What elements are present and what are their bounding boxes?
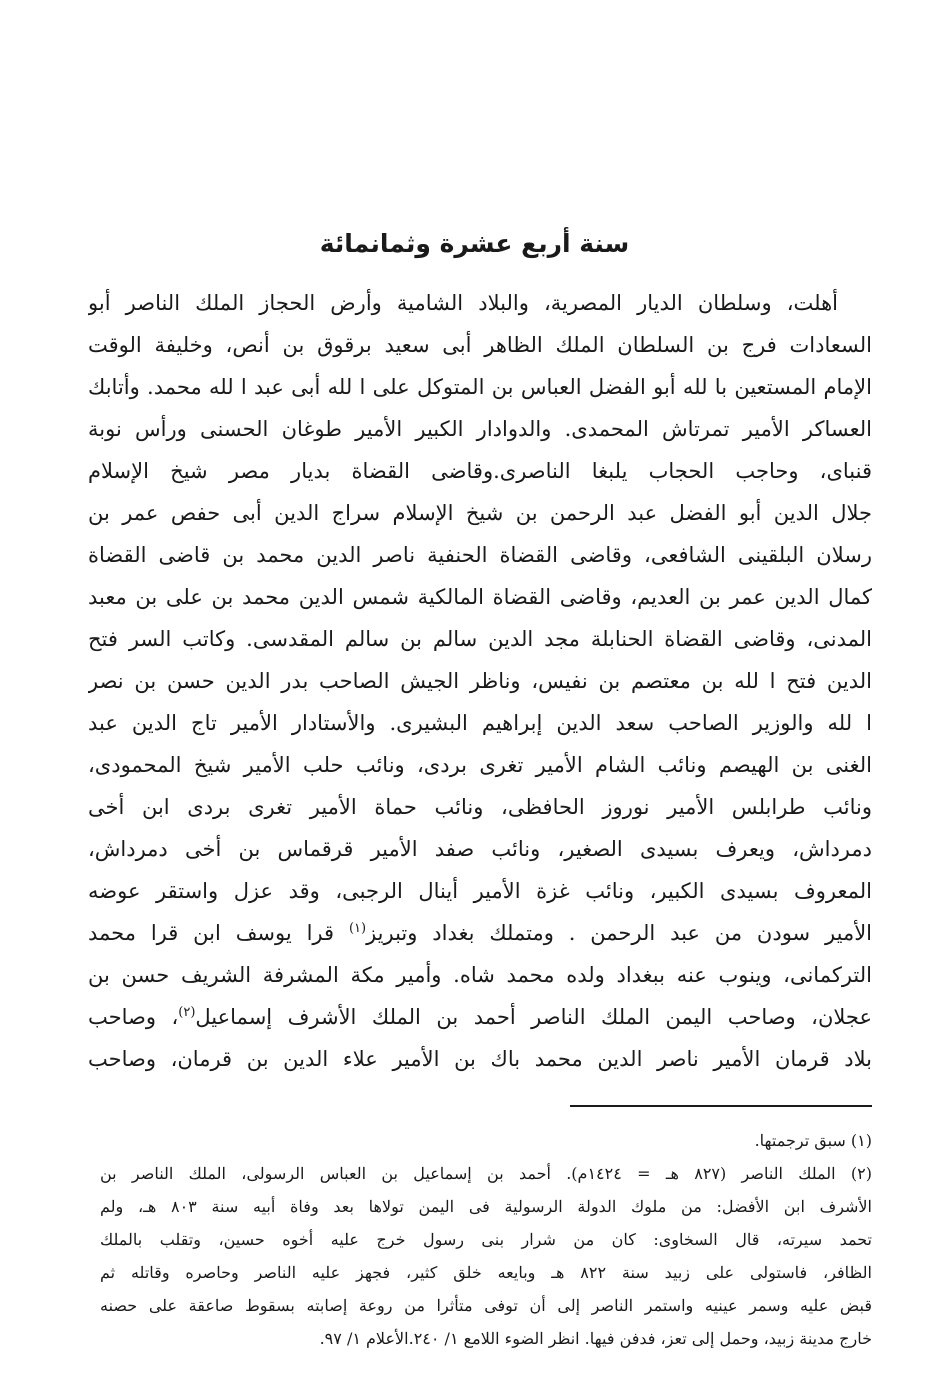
text-line: ا لله والوزير الصاحب سعد الدين إبراهيم البشيرى. والأستادار الأمير تاج الدين عبد — [88, 711, 872, 735]
text-segment: ، وصاحب — [88, 1005, 179, 1029]
text-line: الغنى بن الهيصم ونائب الشام الأمير تغرى بردى، ونائب حلب الأمير شيخ المحمودى، — [88, 753, 872, 777]
text-line: السعادات فرج بن السلطان الملك الظاهر أبى سعيد برقوق بن أنص، وخليفة الوقت — [88, 333, 872, 357]
text-line: قنباى، وحاجب الحجاب يلبغا الناصرى.وقاضى القضاة بديار مصر شيخ الإسلام — [88, 459, 872, 483]
text-line: المعروف بسيدى الكبير، ونائب غزة الأمير أينال الرجبى، وقد عزل واستقر عوضه — [88, 879, 872, 903]
text-line-with-footnote-1 — [88, 912, 872, 954]
text-line: التركمانى، وينوب عنه ببغداد ولده محمد شاه. وأمير مكة المشرفة الشريف حسن بن — [88, 963, 872, 987]
text-line: كمال الدين عمر بن العديم، وقاضى القضاة المالكية شمس الدين محمد بن على بن معبد — [88, 585, 872, 609]
text-line: ونائب طرابلس الأمير نوروز الحافظى، ونائب حماة الأمير تغرى بردى ابن أخى — [88, 795, 872, 819]
section-heading: سنة أربع عشرة وثمانمائة — [319, 229, 630, 258]
text-line: العساكر الأمير تمرتاش المحمدى. والدوادار الكبير الأمير طوغان الحسنى ورأس نوبة — [88, 417, 872, 441]
footnote-ref-1[interactable]: (١) — [348, 921, 367, 936]
text-line-with-footnote-2 — [88, 996, 872, 1038]
footnote-2-line: الأشرف ابن الأفضل: من ملوك الدولة الرسولية فى اليمن تولاها بعد وفاة أبيه سنة ٨٠٣ هـ، ولم — [100, 1197, 872, 1216]
text-line: المدنى، وقاضى القضاة الحنابلة مجد الدين سالم بن سالم المقدسى. وكاتب السر فتح — [88, 627, 872, 651]
text-segment: قرا يوسف ابن قرا محمد — [88, 921, 349, 945]
footnote-2-line: الظافر، فاستولى على زبيد سنة ٨٢٢ هـ وبايعه خلق كثير، فجهز عليه الناصر وحاصره وقاتله ثم — [100, 1263, 872, 1282]
footnotes — [100, 1124, 872, 1355]
footnote-separator — [570, 1105, 872, 1107]
footnote-ref-2[interactable]: (٢) — [178, 1005, 196, 1020]
text-line: الدين فتح ا لله بن معتصم بن نفيس، وناظر الجيش الصاحب بدر الدين حسن بن نصر — [88, 669, 872, 693]
footnote-2-line: قبض عليه وسمر عينيه واستمر الناصر إلى أن توفى متأثرا من روعة إصابته بسقوط صاعقة على حصنه — [100, 1296, 872, 1315]
text-segment: عجلان، وصاحب اليمن الملك الناصر أحمد بن الملك الأشرف إسماعيل — [195, 1005, 872, 1029]
footnote-2-line: تحمد سيرته، قال السخاوى: كان من شرار بنى رسول خرج عليه أخوه حسين، وتقلب بالملك — [100, 1230, 872, 1249]
text-line: دمرداش، ويعرف بسيدى الصغير، ونائب صفد الأمير قرقماس بن أخى دمرداش، — [88, 837, 872, 861]
footnote-2-line: خارج مدينة زبيد، وحمل إلى تعز، فدفن فيها. انظر الضوء اللامع ١/ ٢٤٠.الأعلام ١/ ٩٧. — [319, 1329, 872, 1348]
main-text — [88, 282, 872, 1080]
footnote-2-line: (٢) الملك الناصر (٨٢٧ هـ = ١٤٢٤م). أحمد بن إسماعيل بن العباس الرسولى، الملك الناصر بن — [100, 1164, 872, 1183]
footnote-1: (١) سبق ترجمتها. — [754, 1131, 872, 1150]
text-line: جلال الدين أبو الفضل عبد الرحمن بن شيخ الإسلام سراج الدين أبى حفص عمر بن — [88, 501, 872, 525]
text-segment: الأمير سودن من عبد الرحمن . ومتملك بغداد وتبريز — [366, 921, 872, 945]
text-line: بلاد قرمان الأمير ناصر الدين محمد باك بن الأمير علاء الدين بن قرمان، وصاحب — [88, 1047, 872, 1071]
text-line: أهلت، وسلطان الديار المصرية، والبلاد الشامية وأرض الحجاز الملك الناصر أبو — [88, 291, 838, 315]
text-line: الإمام المستعين با لله أبو الفضل العباس بن المتوكل على ا لله أبى عبد ا لله محمد. وأتابك — [88, 375, 872, 399]
text-line: رسلان البلقينى الشافعى، وقاضى القضاة الحنفية ناصر الدين محمد بن قاضى القضاة — [88, 543, 872, 567]
